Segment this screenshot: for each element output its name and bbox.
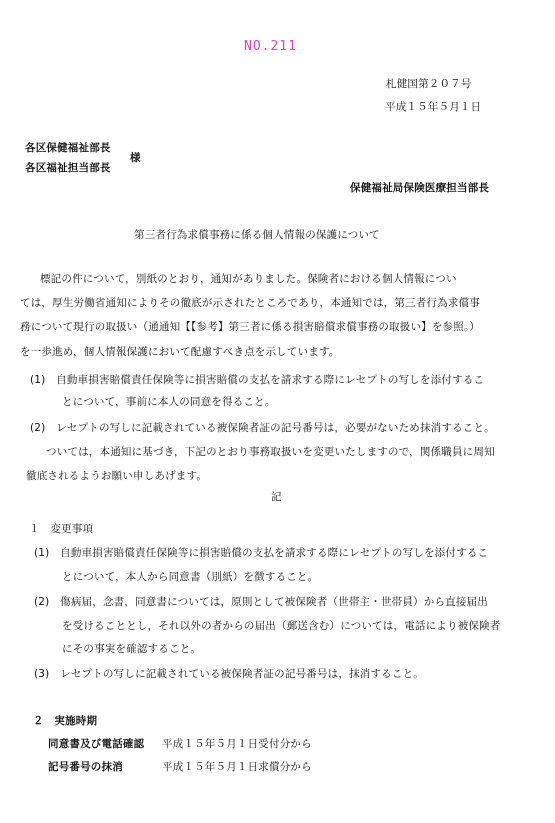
addressee-1: 各区保健福祉部長	[25, 142, 111, 154]
body-item: (1) 自動車損害賠償責任保険等に損害賠償の支払を請求する際にレセプトの写しを添付するこ	[30, 374, 485, 386]
section-1-item: (3) レセプトの写しに記載されている被保険者証の記号番号は，抹消すること。	[34, 668, 424, 680]
section-1-heading: １ 変更事項	[29, 523, 94, 535]
reference-number: 札健国第２０７号	[386, 78, 472, 90]
document-number: NO.211	[244, 39, 297, 54]
addressee-2: 各区福祉担当部長	[25, 162, 111, 174]
body-item: とについて，事前に本人の同意を得ること。	[62, 396, 276, 408]
body-line: 務について現行の取扱い（通通知【【参考】第三者に係る損害賠償求償事務の取扱い】を参照。）	[20, 321, 481, 333]
body-line: 標記の件について，別紙のとおり，通知がありました。保険者における個人情報につい	[40, 273, 457, 285]
section-1-item: とについて，本人から同意書（別紙）を徴すること。	[62, 571, 319, 583]
body-line: を一歩進め，個人情報保護において配慮すべき点を示しています。	[20, 346, 340, 358]
section-1-item: を受けることとし，それ以外の者からの届出（郵送含む）については，電話により被保険者	[62, 620, 501, 632]
schedule-label: 同意書及び電話確認	[48, 738, 145, 750]
schedule-value: 平成１５年５月１日受付分から	[162, 738, 312, 750]
section-1-item: にその事実を確認すること。	[62, 643, 202, 655]
body-item: (2) レセプトの写しに記載されている被保険者証の記号番号は，必要がないため抹消すること。	[30, 422, 495, 434]
honorific: 様	[130, 152, 141, 164]
document-title: 第三者行為求償事務に係る個人情報の保護について	[134, 229, 380, 241]
schedule-label: 記号番号の抹消	[48, 761, 123, 773]
section-1-item: (1) 自動車損害賠償責任保険等に損害賠償の支払を請求する際にレセプトの写しを添付するこ	[34, 547, 489, 559]
body-line: 徹底されるようお願い申しあげます。	[26, 470, 208, 482]
ki-marker: 記	[271, 491, 282, 503]
body-line: ついては，本通知に基づき，下記のとおり事務取扱いを変更いたしますので，関係職員に周知	[46, 446, 495, 458]
sender: 保健福祉局保険医療担当部長	[350, 182, 490, 194]
section-1-item: (2) 傷病届，念書，同意書については，原則として被保険者（世帯主・世帯員）から直接届出	[34, 596, 488, 608]
body-line: ては，厚生労働省通知によりその徹底が示されたところであり，本通知では，第三者行為求償事	[20, 297, 480, 309]
issue-date: 平成１５年５月１日	[385, 101, 482, 113]
section-2-heading: ２ 実施時期	[33, 715, 98, 727]
schedule-value: 平成１５年５月１日求償分から	[162, 761, 312, 773]
